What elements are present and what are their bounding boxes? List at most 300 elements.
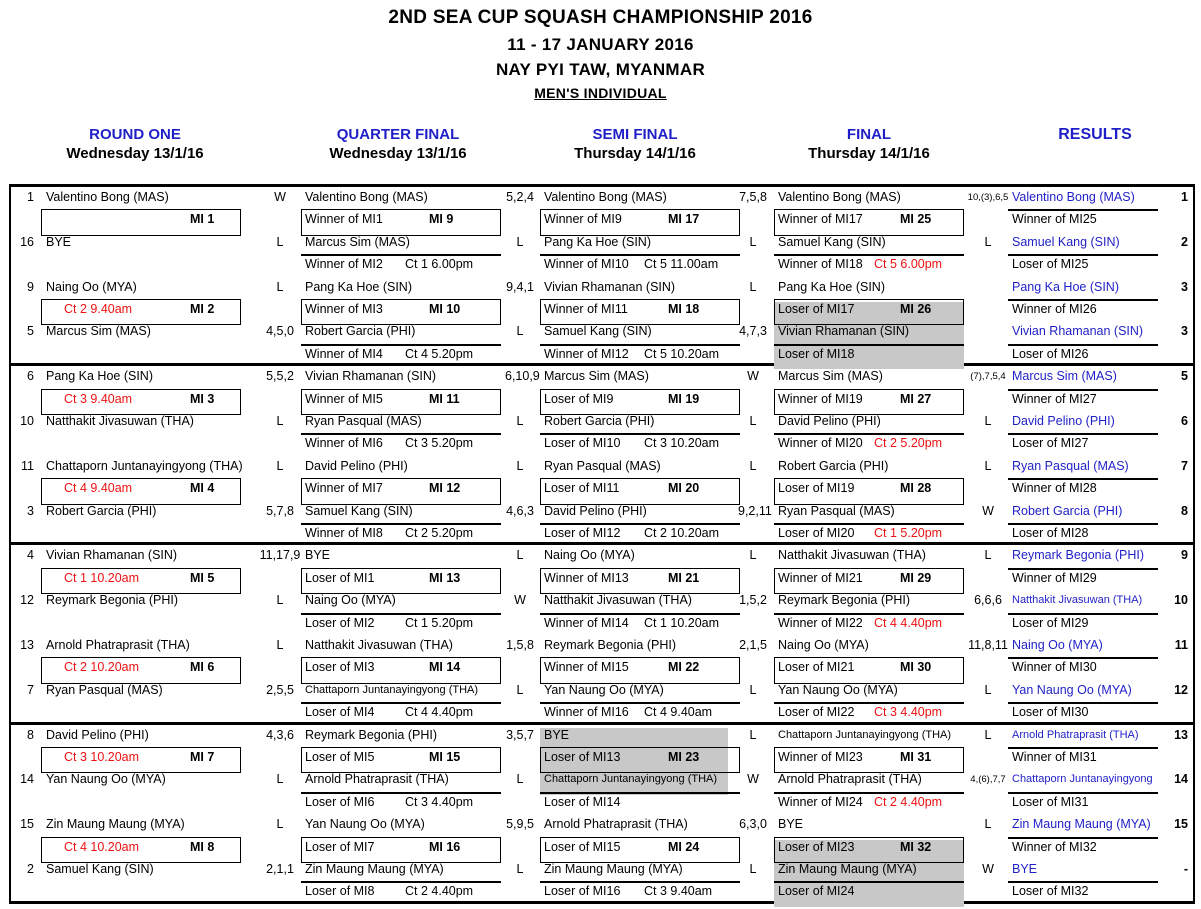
- match-result: L: [276, 279, 284, 294]
- match-id: MI 21: [668, 570, 700, 585]
- court-time: Ct 2 10.20am: [64, 660, 140, 675]
- seed-number: 11: [21, 458, 34, 473]
- player-name: Chattaporn Juntanayingyong (THA): [46, 458, 243, 473]
- feeder-label: Loser of MI9: [544, 391, 614, 406]
- match-result: 1,5,8: [506, 638, 534, 652]
- player-name: Samuel Kang (SIN): [544, 324, 652, 339]
- player-name: Marcus Sim (MAS): [46, 324, 151, 339]
- result-underline: [1008, 568, 1158, 570]
- feeder-label: Winner of MI12: [544, 346, 629, 361]
- match-result: 2,1,5: [739, 638, 767, 652]
- court-time: Ct 5 6.00pm: [874, 257, 943, 272]
- match-result: L: [276, 817, 284, 832]
- court-time: Ct 4 5.20pm: [405, 346, 474, 361]
- match-result: L: [984, 234, 992, 249]
- court-time: Ct 4 9.40am: [644, 705, 713, 720]
- feeder-label: Winner of MI4: [305, 346, 383, 361]
- feeder-label: Loser of MI6: [305, 794, 375, 809]
- match-result: W: [514, 593, 526, 608]
- match-result: L: [984, 817, 992, 832]
- player-name: David Pelino (PHI): [544, 503, 647, 518]
- player-name: Natthakit Jivasuwan (THA): [778, 548, 926, 563]
- result-feeder: Winner of MI27: [1012, 391, 1097, 406]
- match-box-bottom: [301, 254, 501, 256]
- final-place: 14: [1174, 772, 1188, 787]
- feeder-label: Winner of MI17: [778, 212, 863, 227]
- result-feeder: Loser of MI27: [1012, 436, 1089, 451]
- result-feeder: Winner of MI28: [1012, 481, 1097, 496]
- seed-number: 16: [20, 234, 34, 249]
- result-feeder: Loser of MI32: [1012, 884, 1089, 899]
- match-id: MI 27: [900, 391, 932, 406]
- match-result: 4,5,0: [266, 324, 294, 339]
- feeder-label: Loser of MI18: [778, 346, 855, 361]
- match-result: 4,3,6: [266, 727, 294, 742]
- seed-number: 1: [27, 190, 34, 204]
- match-result: L: [276, 772, 284, 787]
- feeder-label: Loser of MI10: [544, 436, 621, 451]
- result-feeder: Loser of MI30: [1012, 705, 1089, 720]
- match-box-bottom: [774, 702, 964, 704]
- player-name: Natthakit Jivasuwan (THA): [46, 414, 194, 428]
- player-name: Robert Garcia (PHI): [46, 503, 157, 518]
- match-result: L: [749, 458, 757, 473]
- match-id: MI 6: [190, 660, 215, 675]
- seed-number: 14: [20, 772, 34, 787]
- event-venue: NAY PYI TAW, MYANMAR: [495, 60, 706, 79]
- player-name: Pang Ka Hoe (SIN): [544, 234, 651, 249]
- match-result: L: [516, 414, 524, 428]
- result-feeder: Winner of MI32: [1012, 839, 1097, 854]
- player-name: Zin Maung Maung (MYA): [46, 817, 185, 832]
- player-name: Ryan Pasqual (MAS): [305, 414, 422, 428]
- feeder-label: Winner of MI24: [778, 794, 863, 809]
- feeder-label: Winner of MI18: [778, 257, 863, 272]
- result-underline: [1008, 299, 1158, 301]
- final-place: 9: [1181, 548, 1188, 563]
- section-divider: [9, 363, 1195, 366]
- court-time: Ct 3 10.20am: [644, 436, 720, 451]
- result-underline: [1008, 837, 1158, 839]
- player-name: Yan Naung Oo (MYA): [544, 682, 664, 697]
- match-id: MI 15: [429, 750, 461, 764]
- match-result: L: [749, 234, 757, 249]
- match-result: 2,1,1: [266, 862, 294, 876]
- match-id: MI 1: [190, 212, 215, 227]
- player-name: Vivian Rhamanan (SIN): [544, 279, 676, 294]
- player-name: Reymark Begonia (PHI): [544, 638, 676, 652]
- match-result: L: [276, 414, 284, 428]
- seed-number: 3: [27, 503, 34, 518]
- match-result: L: [984, 458, 992, 473]
- player-name: Yan Naung Oo (MYA): [46, 772, 166, 787]
- result-underline: [1008, 344, 1158, 346]
- match-box-bottom: [540, 523, 740, 525]
- player-name: BYE: [305, 548, 331, 563]
- match-result: L: [516, 862, 524, 876]
- match-result: L: [749, 682, 757, 697]
- feeder-label: Winner of MI1: [305, 212, 383, 227]
- result-player: Natthakit Jivasuwan (THA): [1012, 594, 1143, 607]
- feeder-label: Winner of MI9: [544, 212, 622, 227]
- feeder-label: Loser of MI13: [544, 750, 621, 764]
- feeder-label: Winner of MI15: [544, 660, 629, 675]
- match-result: L: [984, 682, 992, 697]
- feeder-label: Winner of MI20: [778, 436, 863, 451]
- match-id: MI 11: [429, 391, 460, 406]
- player-name: Pang Ka Hoe (SIN): [305, 279, 412, 294]
- player-name: Samuel Kang (SIN): [305, 503, 413, 518]
- player-name: Naing Oo (MYA): [46, 279, 137, 294]
- match-result: 9,4,1: [506, 279, 534, 294]
- match-id: MI 29: [900, 570, 932, 585]
- match-id: MI 23: [668, 750, 700, 764]
- match-result: L: [516, 548, 524, 563]
- seed-number: 6: [27, 369, 34, 384]
- feeder-label: Loser of MI4: [305, 705, 375, 720]
- player-name: Reymark Begonia (PHI): [305, 727, 437, 742]
- round-name: FINAL: [846, 126, 892, 143]
- round-name: ROUND ONE: [89, 126, 181, 143]
- match-result: L: [749, 414, 757, 428]
- frame-right: [1193, 184, 1195, 904]
- player-name: Yan Naung Oo (MYA): [778, 682, 898, 697]
- final-place: 2: [1181, 234, 1188, 249]
- round-header-final: [764, 126, 974, 164]
- player-name: Zin Maung Maung (MYA): [778, 862, 917, 876]
- player-name: BYE: [544, 727, 570, 742]
- round-header-round-one: [30, 126, 240, 164]
- court-time: Ct 2 9.40am: [64, 302, 133, 316]
- player-name: Ryan Pasqual (MAS): [778, 503, 895, 518]
- match-result: L: [516, 682, 524, 697]
- round-date: Wednesday 13/1/16: [66, 145, 204, 162]
- player-name: Chattaporn Juntanayingyong (THA): [778, 728, 952, 741]
- match-result: 5,5,2: [266, 369, 294, 384]
- section-divider: [9, 184, 1195, 187]
- court-time: Ct 3 9.40am: [64, 391, 133, 406]
- match-result: 4,(6),7,7: [970, 774, 1006, 786]
- match-id: MI 2: [190, 302, 215, 316]
- feeder-label: Winner of MI10: [544, 257, 629, 272]
- result-underline: [1008, 657, 1158, 659]
- feeder-label: Winner of MI6: [305, 436, 383, 451]
- result-feeder: Winner of MI31: [1012, 750, 1097, 764]
- match-id: MI 14: [429, 660, 461, 675]
- match-result: L: [276, 593, 284, 608]
- result-underline: [1008, 702, 1158, 704]
- player-name: Pang Ka Hoe (SIN): [46, 369, 153, 384]
- match-result: 10,(3),6,5: [967, 192, 1009, 203]
- match-result: 5,7,8: [266, 503, 294, 518]
- player-name: David Pelino (PHI): [778, 414, 881, 428]
- player-name: Yan Naung Oo (MYA): [305, 817, 425, 832]
- court-time: Ct 2 5.20pm: [874, 436, 943, 451]
- match-id: MI 22: [668, 660, 700, 675]
- feeder-label: Loser of MI17: [778, 302, 855, 316]
- match-id: MI 25: [900, 212, 932, 227]
- court-time: Ct 4 9.40am: [64, 481, 133, 496]
- player-name: David Pelino (PHI): [46, 727, 149, 742]
- feeder-label: Winner of MI19: [778, 391, 863, 406]
- result-underline: [1008, 209, 1158, 211]
- result-underline: [1008, 881, 1158, 883]
- court-time: Ct 3 5.20pm: [405, 436, 474, 451]
- court-time: Ct 2 4.40pm: [405, 884, 474, 899]
- result-underline: [1008, 747, 1158, 749]
- match-result: L: [516, 324, 524, 339]
- feeder-label: Loser of MI19: [778, 481, 855, 496]
- feeder-label: Loser of MI11: [544, 481, 620, 496]
- match-box-bottom: [540, 792, 740, 794]
- match-id: MI 10: [429, 302, 461, 316]
- match-id: MI 8: [190, 839, 215, 854]
- event-dates: 11 - 17 JANUARY 2016: [507, 35, 694, 54]
- feeder-label: Loser of MI23: [778, 839, 855, 854]
- result-player: Chattaporn Juntanayingyong: [1012, 773, 1153, 786]
- event-category: MEN'S INDIVIDUAL: [534, 85, 667, 101]
- player-name: Reymark Begonia (PHI): [46, 593, 178, 608]
- match-id: MI 20: [668, 481, 700, 496]
- final-place: -: [1183, 862, 1188, 876]
- result-feeder: Winner of MI29: [1012, 570, 1097, 585]
- round-header-semi-final: [530, 126, 740, 164]
- player-name: Ryan Pasqual (MAS): [46, 682, 163, 697]
- player-name: Samuel Kang (SIN): [46, 862, 154, 876]
- section-divider: [9, 722, 1195, 725]
- player-name: Marcus Sim (MAS): [305, 234, 410, 249]
- player-name: Vivian Rhamanan (SIN): [305, 369, 437, 384]
- match-result: 6,6,6: [974, 593, 1002, 608]
- result-player: Vivian Rhamanan (SIN): [1012, 324, 1144, 339]
- match-box-bottom: [540, 344, 740, 346]
- match-result: W: [982, 862, 994, 876]
- result-underline: [1008, 389, 1158, 391]
- player-name: BYE: [778, 817, 804, 832]
- final-place: 6: [1181, 414, 1188, 428]
- match-id: MI 31: [900, 750, 932, 764]
- match-id: MI 7: [190, 750, 215, 764]
- match-result: 4,7,3: [739, 324, 767, 339]
- feeder-label: Winner of MI14: [544, 615, 629, 630]
- result-feeder: Loser of MI31: [1012, 794, 1089, 809]
- result-player: David Pelino (PHI): [1012, 414, 1115, 428]
- court-time: Ct 2 10.20am: [644, 526, 720, 540]
- feeder-label: Loser of MI5: [305, 750, 375, 764]
- match-id: MI 26: [900, 302, 932, 316]
- player-name: Marcus Sim (MAS): [778, 369, 883, 384]
- match-result: L: [276, 638, 284, 652]
- court-time: Ct 4 10.20am: [64, 839, 140, 854]
- player-name: Vivian Rhamanan (SIN): [46, 548, 178, 563]
- player-name: Marcus Sim (MAS): [544, 369, 649, 384]
- player-name: Valentino Bong (MAS): [544, 190, 667, 204]
- match-result: L: [516, 772, 524, 787]
- match-box-bottom: [540, 702, 740, 704]
- seed-number: 4: [27, 548, 34, 563]
- result-feeder: Winner of MI26: [1012, 302, 1097, 316]
- feeder-label: Winner of MI7: [305, 481, 383, 496]
- court-time: Ct 1 5.20pm: [874, 526, 943, 540]
- match-id: MI 5: [190, 570, 215, 585]
- match-id: MI 19: [668, 391, 700, 406]
- match-id: MI 32: [900, 839, 932, 854]
- feeder-label: Winner of MI22: [778, 615, 863, 630]
- match-result: 2,5,5: [266, 682, 294, 697]
- court-time: Ct 1 10.20am: [64, 570, 140, 585]
- match-result: L: [749, 727, 757, 742]
- match-id: MI 3: [190, 391, 215, 406]
- match-id: MI 13: [429, 570, 461, 585]
- player-name: David Pelino (PHI): [305, 458, 408, 473]
- court-time: Ct 3 10.20am: [64, 750, 140, 764]
- player-name: Pang Ka Hoe (SIN): [778, 279, 885, 294]
- result-underline: [1008, 433, 1158, 435]
- match-result: L: [984, 727, 992, 742]
- result-player: Pang Ka Hoe (SIN): [1012, 279, 1119, 294]
- round-name: RESULTS: [1058, 126, 1132, 143]
- feeder-label: Loser of MI1: [305, 570, 375, 585]
- match-result: L: [749, 862, 757, 876]
- match-box-bottom: [301, 613, 501, 615]
- player-name: BYE: [46, 234, 72, 249]
- feeder-label: Loser of MI22: [778, 705, 855, 720]
- result-underline: [1008, 792, 1158, 794]
- match-result: L: [276, 234, 284, 249]
- result-underline: [1008, 523, 1158, 525]
- feeder-label: Winner of MI13: [544, 570, 629, 585]
- round-date: Thursday 14/1/16: [808, 145, 930, 162]
- feeder-label: Loser of MI21: [778, 660, 855, 675]
- court-time: Ct 5 10.20am: [644, 346, 720, 361]
- result-player: Reymark Begonia (PHI): [1012, 548, 1144, 563]
- court-time: Ct 1 6.00pm: [405, 257, 474, 272]
- final-place: 11: [1174, 638, 1188, 652]
- court-time: Ct 1 10.20am: [644, 615, 720, 630]
- match-box-bottom: [301, 523, 501, 525]
- player-name: Arnold Phatraprasit (THA): [46, 638, 190, 652]
- player-name: Robert Garcia (PHI): [544, 414, 655, 428]
- player-name: Vivian Rhamanan (SIN): [778, 324, 910, 339]
- feeder-label: Winner of MI5: [305, 391, 383, 406]
- feeder-label: Loser of MI20: [778, 526, 855, 540]
- final-place: 15: [1174, 817, 1188, 832]
- match-box-bottom: [540, 881, 740, 883]
- match-result: 5,2,4: [506, 190, 534, 204]
- match-box-bottom: [774, 344, 964, 346]
- player-name: Natthakit Jivasuwan (THA): [305, 638, 453, 652]
- result-underline: [1008, 478, 1158, 480]
- match-result: 5,9,5: [506, 817, 534, 832]
- match-id: MI 18: [668, 302, 700, 316]
- match-id: MI 9: [429, 212, 454, 227]
- final-place: 3: [1181, 324, 1188, 339]
- match-result: W: [747, 772, 759, 787]
- match-box-bottom: [540, 254, 740, 256]
- match-result: 4,6,3: [506, 503, 534, 518]
- result-feeder: Loser of MI28: [1012, 526, 1089, 540]
- feeder-label: Winner of MI8: [305, 526, 383, 540]
- player-name: Valentino Bong (MAS): [305, 190, 428, 204]
- result-feeder: Winner of MI25: [1012, 212, 1097, 227]
- player-name: Zin Maung Maung (MYA): [544, 862, 683, 876]
- feeder-label: Loser of MI14: [544, 794, 621, 809]
- court-time: Ct 3 4.40pm: [405, 794, 474, 809]
- feeder-label: Loser of MI8: [305, 884, 375, 899]
- match-result: 7,5,8: [739, 190, 767, 204]
- result-player: Naing Oo (MYA): [1012, 638, 1103, 652]
- match-box-bottom: [301, 792, 501, 794]
- match-result: 9,2,11: [738, 503, 772, 518]
- court-time: Ct 3 4.40pm: [874, 705, 943, 720]
- player-name: Zin Maung Maung (MYA): [305, 862, 444, 876]
- result-player: Valentino Bong (MAS): [1012, 190, 1135, 204]
- match-box-bottom: [774, 792, 964, 794]
- match-result: L: [984, 414, 992, 428]
- result-player: BYE: [1012, 862, 1038, 876]
- court-time: Ct 2 5.20pm: [405, 526, 474, 540]
- match-result: L: [749, 279, 757, 294]
- player-name: Naing Oo (MYA): [305, 593, 396, 608]
- match-result: L: [516, 458, 524, 473]
- final-place: 1: [1181, 190, 1188, 204]
- round-name: SEMI FINAL: [592, 126, 678, 143]
- seed-number: 13: [20, 638, 34, 652]
- match-box-bottom: [774, 881, 964, 883]
- player-name: Valentino Bong (MAS): [46, 190, 169, 204]
- match-result: L: [984, 548, 992, 563]
- player-name: Arnold Phatraprasit (THA): [305, 772, 449, 787]
- round-header-results: [1010, 126, 1180, 144]
- match-id: MI 17: [668, 212, 700, 227]
- feeder-label: Winner of MI23: [778, 750, 863, 764]
- player-name: Reymark Begonia (PHI): [778, 593, 910, 608]
- match-id: MI 12: [429, 481, 461, 496]
- seed-number: 12: [20, 593, 34, 608]
- final-place: 8: [1181, 503, 1188, 518]
- match-box-bottom: [774, 523, 964, 525]
- feeder-label: Loser of MI12: [544, 526, 621, 540]
- match-result: L: [749, 548, 757, 563]
- round-date: Thursday 14/1/16: [574, 145, 696, 162]
- match-result: 6,3,0: [739, 817, 767, 832]
- seed-number: 10: [20, 414, 34, 428]
- feeder-label: Loser of MI7: [305, 839, 375, 854]
- match-result: W: [747, 369, 759, 384]
- match-box-bottom: [774, 613, 964, 615]
- final-place: 7: [1181, 458, 1188, 473]
- match-result: W: [274, 190, 286, 204]
- section-divider: [9, 542, 1195, 545]
- match-box-bottom: [540, 613, 740, 615]
- match-box-bottom: [301, 344, 501, 346]
- seed-number: 2: [27, 862, 34, 876]
- player-name: Robert Garcia (PHI): [778, 458, 889, 473]
- player-name: Chattaporn Juntanayingyong (THA): [544, 773, 718, 786]
- result-player: Ryan Pasqual (MAS): [1012, 458, 1129, 473]
- court-time: Ct 5 11.00am: [644, 257, 719, 272]
- match-box-bottom: [774, 433, 964, 435]
- feeder-label: Winner of MI11: [544, 302, 628, 316]
- result-underline: [1008, 254, 1158, 256]
- match-box-bottom: [540, 433, 740, 435]
- match-result: 11,8,11: [968, 638, 1008, 652]
- court-time: Ct 2 4.40pm: [874, 794, 943, 809]
- result-player: Arnold Phatraprasit (THA): [1012, 728, 1139, 741]
- match-box-bottom: [774, 254, 964, 256]
- result-player: Yan Naung Oo (MYA): [1012, 682, 1132, 697]
- match-id: MI 16: [429, 839, 461, 854]
